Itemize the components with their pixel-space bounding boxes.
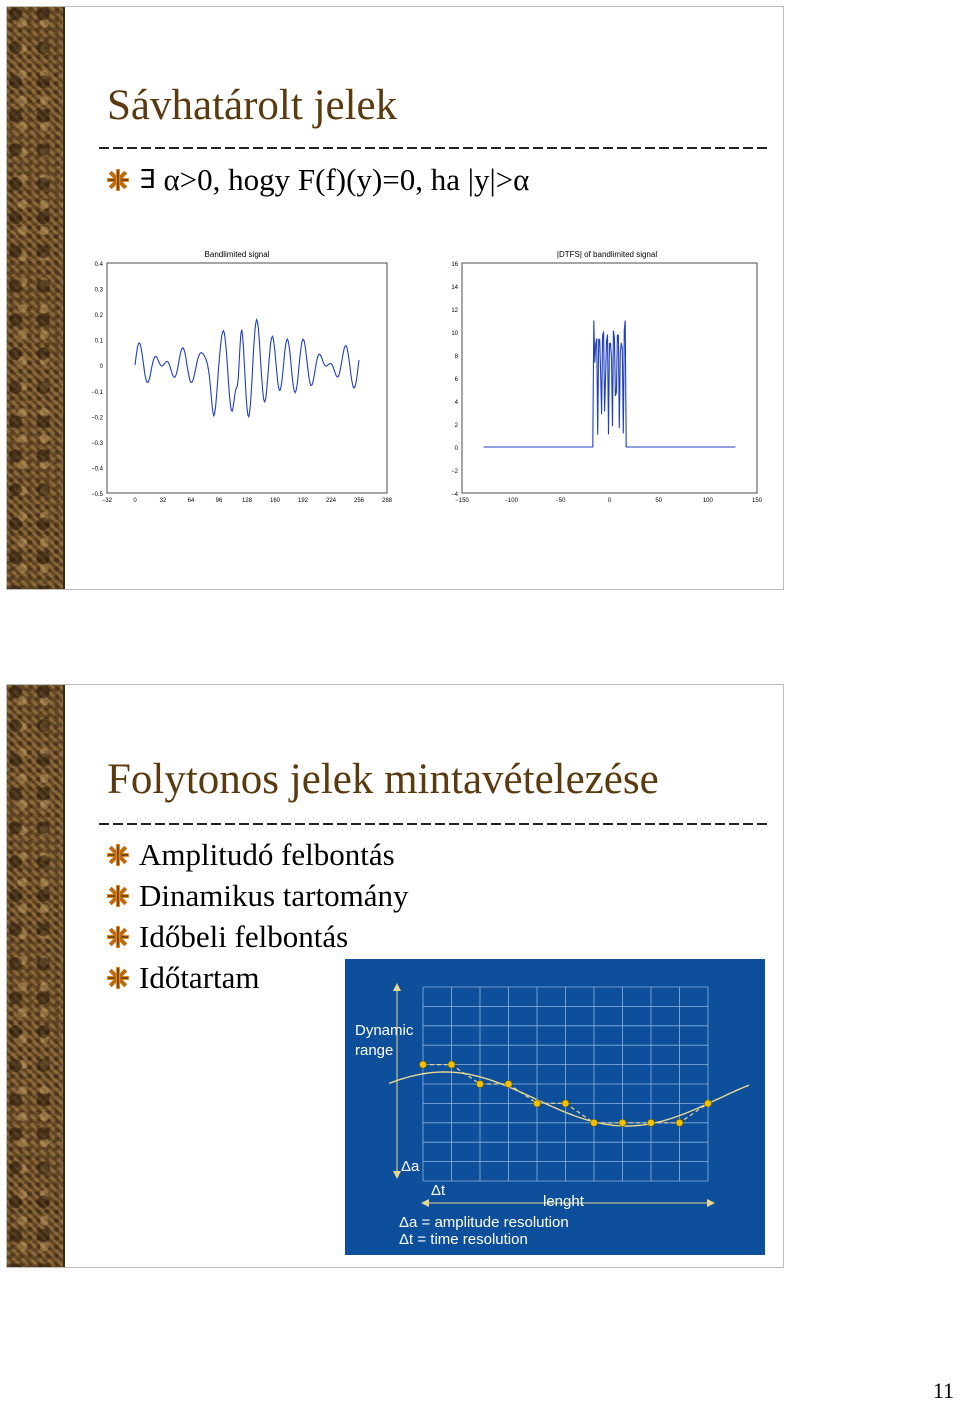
tick-label: −0.2 [91,415,103,422]
length-label: lenght [543,1193,584,1210]
tick-label: 0.2 [94,313,103,320]
exists-symbol: ∃ [139,164,156,195]
tick-label: 16 [451,262,458,268]
sample-dot [647,1119,654,1126]
tick-label: 14 [451,285,458,291]
right-y-tick-labels [451,262,459,498]
decorative-sidebar [7,685,65,1267]
sample-dot [704,1100,711,1107]
page-number: 11 [932,1378,954,1403]
sample-dot [476,1080,483,1087]
tick-label: −0.1 [91,389,103,396]
tick-label: −0.5 [91,492,103,498]
bullet-text: Amplitudó felbontás [139,836,395,872]
tick-label: −0.4 [91,466,103,473]
tick-label: −4 [451,492,458,498]
bandlimited-signal-plot [91,250,393,504]
sample-dot [619,1119,626,1126]
tick-label: 8 [454,354,458,360]
bullet-list [107,159,529,200]
delta-t-label: Δt [431,1182,446,1199]
asterisk-bullet-icon [107,967,129,989]
tick-label: 0.4 [94,262,103,268]
bullet-item [107,834,408,875]
tick-label: −50 [555,498,566,504]
bandlimited-signal-line [135,320,359,417]
sample-dot [505,1080,512,1087]
bullet-item [107,916,408,957]
tick-label: 224 [325,498,337,504]
axis-arrow-up-icon [393,983,401,991]
title-divider [99,823,767,825]
tick-label: 0.3 [94,287,103,294]
tick-label: −0.3 [91,440,103,447]
sample-dot [562,1100,569,1107]
tick-label: 160 [269,498,281,504]
tick-label: 0 [607,498,612,504]
condition-formula: α>0, hogy F(f)(y)=0, ha |y|>α [163,161,530,197]
tick-label: 50 [655,498,663,504]
tick-label: 12 [451,308,458,314]
left-x-tick-labels [102,498,393,504]
tick-label: 6 [454,377,458,383]
bullet-item [107,875,408,916]
tick-label: 0 [454,446,458,452]
bullet-text: Dinamikus tartomány [139,877,409,913]
tick-label: 96 [215,498,223,504]
left-plot-title: Bandlimited signal [204,250,270,259]
slide-title: Folytonos jelek mintavételezése [107,756,659,803]
sample-dot [533,1100,540,1107]
tick-label: 32 [159,498,167,504]
slide-title: Sávhatárolt jelek [107,82,398,129]
plot-area [87,243,763,505]
sampling-svg [345,959,765,1255]
tick-label: 256 [353,498,365,504]
decorative-sidebar [7,7,65,589]
tick-label: 0.1 [94,338,103,345]
tick-label: −32 [101,498,113,504]
range-label: range [355,1042,394,1059]
asterisk-bullet-icon [107,169,129,191]
axis-arrow-right-icon [707,1199,715,1207]
tick-label: 288 [381,498,393,504]
tick-label: 0 [99,364,103,371]
sample-dot [419,1061,426,1068]
bullet-text: Időtartam [139,959,260,995]
sample-dot [676,1119,683,1126]
dtfs-magnitude-line [484,321,736,448]
asterisk-bullet-icon [107,844,129,866]
sample-dot [590,1119,597,1126]
axis-arrow-left-icon [421,1199,429,1207]
left-y-tick-labels [91,262,104,498]
right-plot-title: |DTFS| of bandlimited signal [556,250,658,259]
dynamic-label: Dynamic [355,1022,414,1039]
tick-label: −150 [455,498,469,504]
bullet-text: Időbeli felbontás [139,918,349,954]
dtfs-plot [451,250,763,504]
tick-label: 192 [297,498,309,504]
slide-sampling [6,684,784,1268]
axis-arrow-down-icon [393,1171,401,1179]
tick-label: 0 [133,498,137,504]
tick-label: 10 [451,331,458,337]
right-x-tick-labels [455,498,762,504]
tick-label: 100 [702,498,713,504]
tick-label: 2 [454,423,458,429]
sampling-illustration [345,959,765,1255]
asterisk-bullet-icon [107,885,129,907]
sampling-grid [423,987,708,1181]
delta-a-label: Δa [401,1158,420,1175]
tick-label: −2 [451,469,458,475]
analog-signal-curve [389,1072,749,1126]
bullet-item [107,159,529,200]
tick-label: 64 [187,498,195,504]
tick-label: 150 [751,498,763,504]
tick-label: 4 [454,400,458,406]
legend-time-resolution: Δt = time resolution [399,1231,528,1248]
asterisk-bullet-icon [107,926,129,948]
tick-label: −100 [504,498,518,504]
sample-dot [448,1061,455,1068]
title-divider [99,147,767,149]
tick-label: 128 [241,498,253,504]
legend-amplitude-resolution: Δa = amplitude resolution [399,1214,569,1231]
slide-bandlimited [6,6,784,590]
plots-svg [87,243,763,505]
